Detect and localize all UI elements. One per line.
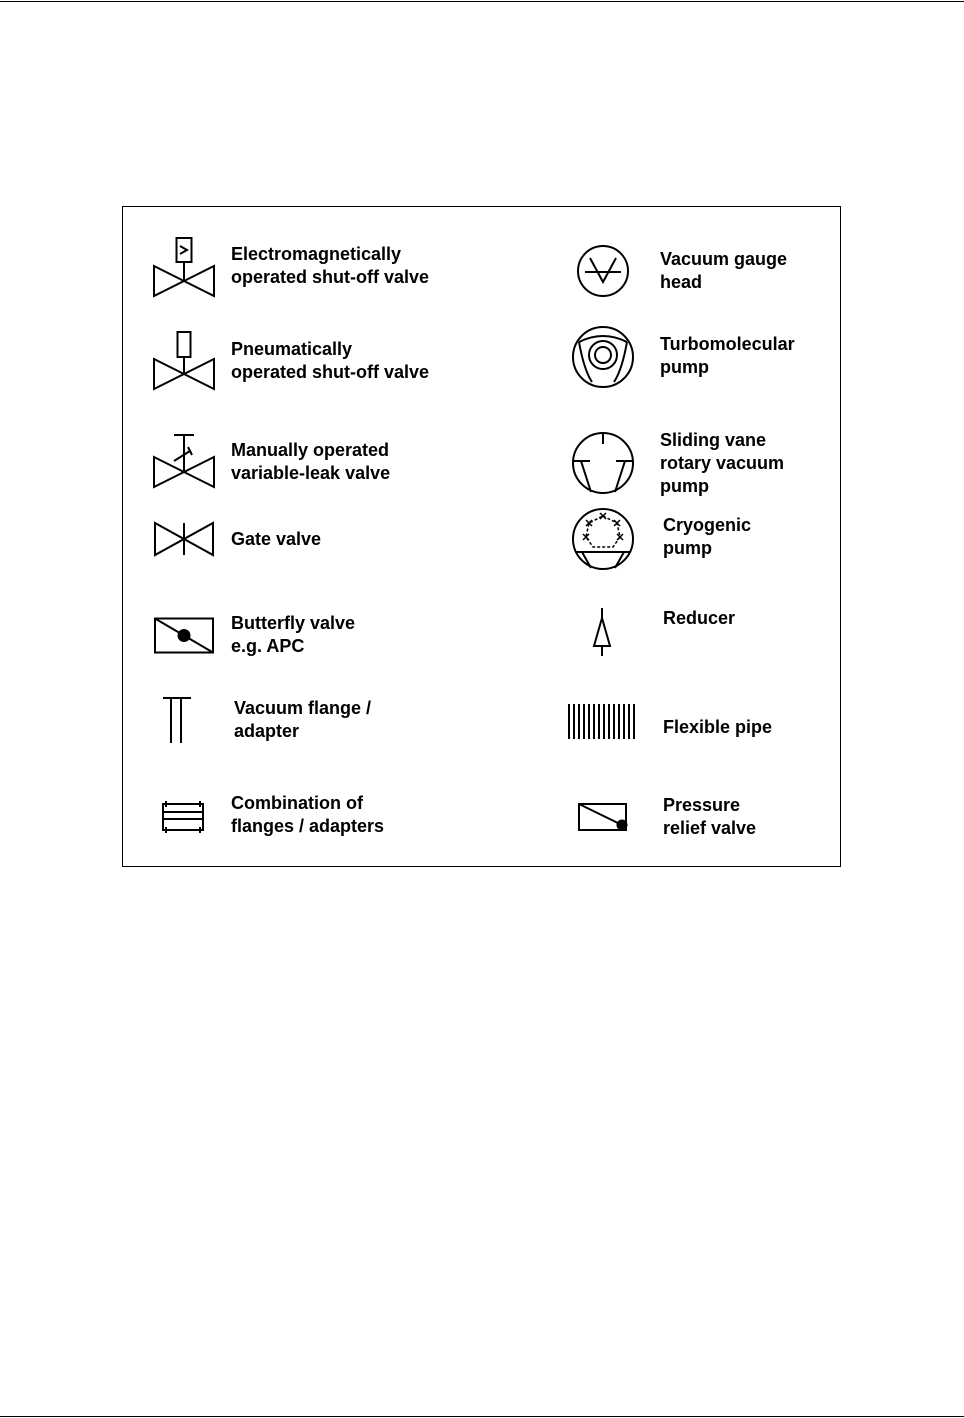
label-line: Cryogenic [663, 515, 752, 535]
electromagnetic-shutoff-valve-icon [150, 234, 220, 302]
label-flexible-pipe [663, 716, 772, 739]
label-line: head [660, 272, 703, 292]
label-butterfly-valve [231, 612, 355, 658]
label-line: Vacuum flange / [234, 698, 372, 718]
label-pressure-relief-valve [663, 794, 756, 840]
label-line: Manually operated [231, 440, 390, 460]
label-line: pump [660, 476, 709, 496]
header-rule [0, 1, 964, 2]
pressure-relief-valve-icon [576, 801, 632, 835]
label-line: Turbomolecular [660, 334, 795, 354]
label-pneumatic-shutoff-valve [231, 338, 429, 384]
label-line: Vacuum gauge [660, 249, 788, 269]
label-line: Electromagnetically [231, 244, 402, 264]
cryogenic-pump-icon [570, 506, 636, 572]
label-line: operated shut-off valve [231, 362, 430, 382]
label-line: flanges / adapters [231, 816, 385, 836]
label-line: Sliding vane [660, 430, 767, 450]
turbomolecular-pump-icon [570, 324, 636, 390]
label-line: adapter [234, 721, 300, 741]
label-line: Gate valve [231, 529, 322, 549]
label-line: pump [663, 538, 712, 558]
manual-variable-leak-valve-icon [150, 429, 220, 491]
label-line: Pressure [663, 795, 741, 815]
butterfly-valve-icon [150, 614, 220, 658]
label-line: e.g. APC [231, 636, 305, 656]
label-electromagnetic-shutoff-valve [231, 243, 429, 289]
pneumatic-shutoff-valve-icon [150, 329, 220, 393]
label-flange-combination [231, 792, 384, 838]
label-line: Combination of [231, 793, 363, 813]
vacuum-gauge-head-icon [574, 242, 634, 302]
reducer-icon [588, 606, 616, 658]
label-line: rotary vacuum [660, 453, 785, 473]
vacuum-flange-icon [160, 695, 196, 747]
label-line: Butterfly valve [231, 613, 356, 633]
flange-combination-icon [158, 798, 212, 836]
label-vacuum-flange [234, 697, 371, 743]
label-turbomolecular-pump [660, 333, 795, 379]
label-line: Flexible pipe [663, 717, 773, 737]
gate-valve-icon [150, 518, 220, 560]
flexible-pipe-icon [566, 702, 640, 742]
label-reducer [663, 607, 735, 630]
label-line: pump [660, 357, 709, 377]
label-line: Reducer [663, 608, 736, 628]
label-vacuum-gauge-head [660, 248, 787, 294]
label-manual-variable-leak-valve [231, 439, 390, 485]
label-line: relief valve [663, 818, 757, 838]
label-line: Pneumatically [231, 339, 353, 359]
label-line: variable-leak valve [231, 463, 391, 483]
sliding-vane-pump-icon [570, 430, 636, 496]
label-sliding-vane-pump [660, 429, 784, 498]
footer-rule [0, 1416, 964, 1417]
label-gate-valve [231, 528, 321, 551]
label-cryogenic-pump [663, 514, 751, 560]
label-line: operated shut-off valve [231, 267, 430, 287]
